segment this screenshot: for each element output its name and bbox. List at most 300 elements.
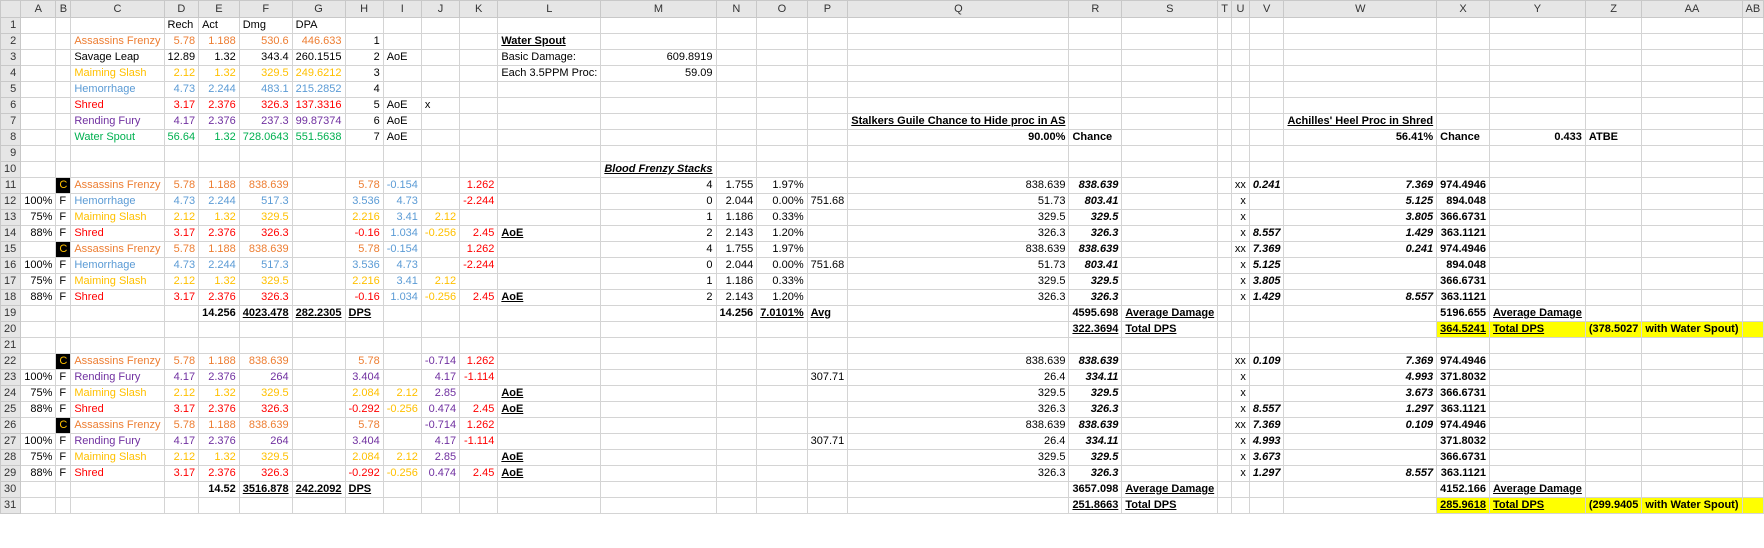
cell-w13[interactable]: 3.805	[1284, 210, 1437, 226]
cell-c2[interactable]: Assassins Frenzy	[71, 34, 164, 50]
cell-l23[interactable]	[498, 370, 601, 386]
cell-c25[interactable]: Shred	[71, 402, 164, 418]
cell-aa11[interactable]	[1642, 178, 1742, 194]
cell-h2[interactable]: 1	[345, 34, 383, 50]
cell-a23[interactable]: 100%	[21, 370, 56, 386]
cell-m21[interactable]	[601, 338, 716, 354]
cell-l1[interactable]	[498, 18, 601, 34]
cell-q10[interactable]	[848, 162, 1069, 178]
cell-o25[interactable]	[757, 402, 807, 418]
cell-m28[interactable]	[601, 450, 716, 466]
cell-c24[interactable]: Maiming Slash	[71, 386, 164, 402]
cell-h17[interactable]: 2.216	[345, 274, 383, 290]
cell-v17[interactable]: 3.805	[1249, 274, 1284, 290]
cell-x25[interactable]: 363.1121	[1437, 402, 1490, 418]
cell-f16[interactable]: 517.3	[239, 258, 292, 274]
cell-o30[interactable]	[757, 482, 807, 498]
cell-b20[interactable]	[56, 322, 71, 338]
row-header-22[interactable]: 22	[1, 354, 21, 370]
cell-y27[interactable]	[1490, 434, 1586, 450]
cell-r18[interactable]: 326.3	[1069, 290, 1122, 306]
cell-f27[interactable]: 264	[239, 434, 292, 450]
cell-c16[interactable]: Hemorrhage	[71, 258, 164, 274]
cell-j17[interactable]: 2.12	[421, 274, 459, 290]
cell-h31[interactable]	[345, 498, 383, 514]
cell-b15[interactable]: C	[56, 242, 71, 258]
cell-b6[interactable]	[56, 98, 71, 114]
cell-p28[interactable]	[807, 450, 848, 466]
cell-z4[interactable]	[1585, 66, 1642, 82]
cell-n18[interactable]: 2.143	[716, 290, 757, 306]
cell-u5[interactable]	[1231, 82, 1249, 98]
cell-q30[interactable]	[848, 482, 1069, 498]
cell-z17[interactable]	[1585, 274, 1642, 290]
cell-v3[interactable]	[1249, 50, 1284, 66]
cell-c22[interactable]: Assassins Frenzy	[71, 354, 164, 370]
cell-r7[interactable]	[1069, 114, 1122, 130]
cell-d4[interactable]: 2.12	[164, 66, 199, 82]
cell-n2[interactable]	[716, 34, 757, 50]
column-header-t[interactable]: T	[1218, 1, 1232, 18]
cell-h25[interactable]: -0.292	[345, 402, 383, 418]
cell-e9[interactable]	[199, 146, 240, 162]
cell-f23[interactable]: 264	[239, 370, 292, 386]
cell-d28[interactable]: 2.12	[164, 450, 199, 466]
cell-l31[interactable]	[498, 498, 601, 514]
cell-q15[interactable]: 838.639	[848, 242, 1069, 258]
cell-d24[interactable]: 2.12	[164, 386, 199, 402]
cell-o6[interactable]	[757, 98, 807, 114]
cell-e26[interactable]: 1.188	[199, 418, 240, 434]
cell-i20[interactable]	[383, 322, 421, 338]
cell-ab25[interactable]	[1742, 402, 1764, 418]
cell-u9[interactable]	[1231, 146, 1249, 162]
cell-x1[interactable]	[1437, 18, 1490, 34]
row-header-31[interactable]: 31	[1, 498, 21, 514]
cell-c21[interactable]	[71, 338, 164, 354]
cell-o24[interactable]	[757, 386, 807, 402]
cell-r25[interactable]: 326.3	[1069, 402, 1122, 418]
cell-h23[interactable]: 3.404	[345, 370, 383, 386]
cell-l16[interactable]	[498, 258, 601, 274]
cell-r3[interactable]	[1069, 50, 1122, 66]
cell-e29[interactable]: 2.376	[199, 466, 240, 482]
cell-o28[interactable]	[757, 450, 807, 466]
cell-w1[interactable]	[1284, 18, 1437, 34]
cell-l11[interactable]	[498, 178, 601, 194]
cell-a8[interactable]	[21, 130, 56, 146]
cell-c19[interactable]	[71, 306, 164, 322]
cell-e31[interactable]	[199, 498, 240, 514]
cell-ab20[interactable]	[1742, 322, 1764, 338]
cell-y11[interactable]	[1490, 178, 1586, 194]
cell-h16[interactable]: 3.536	[345, 258, 383, 274]
cell-m9[interactable]	[601, 146, 716, 162]
cell-n6[interactable]	[716, 98, 757, 114]
cell-x10[interactable]	[1437, 162, 1490, 178]
cell-aa4[interactable]	[1642, 66, 1742, 82]
cell-e18[interactable]: 2.376	[199, 290, 240, 306]
cell-t11[interactable]	[1218, 178, 1232, 194]
cell-h24[interactable]: 2.084	[345, 386, 383, 402]
cell-q8[interactable]: 90.00%	[848, 130, 1069, 146]
row-header-30[interactable]: 30	[1, 482, 21, 498]
cell-y31[interactable]: Total DPS	[1490, 498, 1586, 514]
cell-r27[interactable]: 334.11	[1069, 434, 1122, 450]
cell-f21[interactable]	[239, 338, 292, 354]
cell-s28[interactable]	[1122, 450, 1218, 466]
cell-o10[interactable]	[757, 162, 807, 178]
cell-h10[interactable]	[345, 162, 383, 178]
cell-k15[interactable]: 1.262	[460, 242, 498, 258]
cell-b2[interactable]	[56, 34, 71, 50]
cell-p10[interactable]	[807, 162, 848, 178]
cell-x27[interactable]: 371.8032	[1437, 434, 1490, 450]
cell-o20[interactable]	[757, 322, 807, 338]
cell-v18[interactable]: 1.429	[1249, 290, 1284, 306]
cell-r26[interactable]: 838.639	[1069, 418, 1122, 434]
cell-b27[interactable]: F	[56, 434, 71, 450]
cell-v23[interactable]	[1249, 370, 1284, 386]
cell-s17[interactable]	[1122, 274, 1218, 290]
row-header-14[interactable]: 14	[1, 226, 21, 242]
cell-s21[interactable]	[1122, 338, 1218, 354]
cell-q25[interactable]: 326.3	[848, 402, 1069, 418]
cell-u18[interactable]: x	[1231, 290, 1249, 306]
cell-o29[interactable]	[757, 466, 807, 482]
cell-ab23[interactable]	[1742, 370, 1764, 386]
cell-t8[interactable]	[1218, 130, 1232, 146]
cell-aa29[interactable]	[1642, 466, 1742, 482]
cell-aa6[interactable]	[1642, 98, 1742, 114]
cell-f15[interactable]: 838.639	[239, 242, 292, 258]
cell-a13[interactable]: 75%	[21, 210, 56, 226]
cell-a7[interactable]	[21, 114, 56, 130]
cell-d31[interactable]	[164, 498, 199, 514]
cell-s3[interactable]	[1122, 50, 1218, 66]
cell-g12[interactable]	[292, 194, 345, 210]
cell-d16[interactable]: 4.73	[164, 258, 199, 274]
cell-t28[interactable]	[1218, 450, 1232, 466]
cell-n30[interactable]	[716, 482, 757, 498]
cell-k3[interactable]	[460, 50, 498, 66]
cell-w31[interactable]	[1284, 498, 1437, 514]
cell-t22[interactable]	[1218, 354, 1232, 370]
cell-i19[interactable]	[383, 306, 421, 322]
cell-ab8[interactable]	[1742, 130, 1764, 146]
cell-l9[interactable]	[498, 146, 601, 162]
cell-aa30[interactable]	[1642, 482, 1742, 498]
cell-z1[interactable]	[1585, 18, 1642, 34]
cell-g15[interactable]	[292, 242, 345, 258]
cell-ab18[interactable]	[1742, 290, 1764, 306]
cell-l5[interactable]	[498, 82, 601, 98]
cell-t6[interactable]	[1218, 98, 1232, 114]
cell-m1[interactable]	[601, 18, 716, 34]
cell-h3[interactable]: 2	[345, 50, 383, 66]
cell-f8[interactable]: 728.0643	[239, 130, 292, 146]
cell-d3[interactable]: 12.89	[164, 50, 199, 66]
cell-a14[interactable]: 88%	[21, 226, 56, 242]
cell-r16[interactable]: 803.41	[1069, 258, 1122, 274]
cell-b13[interactable]: F	[56, 210, 71, 226]
cell-e13[interactable]: 1.32	[199, 210, 240, 226]
cell-y5[interactable]	[1490, 82, 1586, 98]
cell-k12[interactable]: -2.244	[460, 194, 498, 210]
cell-i12[interactable]: 4.73	[383, 194, 421, 210]
cell-u1[interactable]	[1231, 18, 1249, 34]
cell-g31[interactable]	[292, 498, 345, 514]
cell-ab16[interactable]	[1742, 258, 1764, 274]
cell-c29[interactable]: Shred	[71, 466, 164, 482]
cell-d30[interactable]	[164, 482, 199, 498]
cell-c7[interactable]: Rending Fury	[71, 114, 164, 130]
cell-f31[interactable]	[239, 498, 292, 514]
cell-aa15[interactable]	[1642, 242, 1742, 258]
cell-aa3[interactable]	[1642, 50, 1742, 66]
cell-u15[interactable]: xx	[1231, 242, 1249, 258]
cell-b5[interactable]	[56, 82, 71, 98]
cell-z20[interactable]: (378.5027	[1585, 322, 1642, 338]
cell-l27[interactable]	[498, 434, 601, 450]
cell-v8[interactable]	[1249, 130, 1284, 146]
cell-g29[interactable]	[292, 466, 345, 482]
cell-j9[interactable]	[421, 146, 459, 162]
cell-o4[interactable]	[757, 66, 807, 82]
cell-l15[interactable]	[498, 242, 601, 258]
cell-f5[interactable]: 483.1	[239, 82, 292, 98]
cell-x4[interactable]	[1437, 66, 1490, 82]
cell-a1[interactable]	[21, 18, 56, 34]
cell-s16[interactable]	[1122, 258, 1218, 274]
column-header-z[interactable]: Z	[1585, 1, 1642, 18]
cell-q27[interactable]: 26.4	[848, 434, 1069, 450]
cell-t24[interactable]	[1218, 386, 1232, 402]
cell-h12[interactable]: 3.536	[345, 194, 383, 210]
cell-s22[interactable]	[1122, 354, 1218, 370]
cell-u4[interactable]	[1231, 66, 1249, 82]
cell-f14[interactable]: 326.3	[239, 226, 292, 242]
cell-u12[interactable]: x	[1231, 194, 1249, 210]
cell-d12[interactable]: 4.73	[164, 194, 199, 210]
cell-j4[interactable]	[421, 66, 459, 82]
cell-k6[interactable]	[460, 98, 498, 114]
cell-z24[interactable]	[1585, 386, 1642, 402]
cell-c11[interactable]: Assassins Frenzy	[71, 178, 164, 194]
cell-q20[interactable]	[848, 322, 1069, 338]
cell-v13[interactable]	[1249, 210, 1284, 226]
cell-i15[interactable]: -0.154	[383, 242, 421, 258]
cell-t1[interactable]	[1218, 18, 1232, 34]
cell-h27[interactable]: 3.404	[345, 434, 383, 450]
cell-w11[interactable]: 7.369	[1284, 178, 1437, 194]
cell-j23[interactable]: 4.17	[421, 370, 459, 386]
cell-x29[interactable]: 363.1121	[1437, 466, 1490, 482]
cell-w24[interactable]: 3.673	[1284, 386, 1437, 402]
cell-g3[interactable]: 260.1515	[292, 50, 345, 66]
column-header-b[interactable]: B	[56, 1, 71, 18]
cell-c3[interactable]: Savage Leap	[71, 50, 164, 66]
cell-c9[interactable]	[71, 146, 164, 162]
cell-o5[interactable]	[757, 82, 807, 98]
cell-r4[interactable]	[1069, 66, 1122, 82]
cell-d11[interactable]: 5.78	[164, 178, 199, 194]
cell-y26[interactable]	[1490, 418, 1586, 434]
cell-v1[interactable]	[1249, 18, 1284, 34]
row-header-24[interactable]: 24	[1, 386, 21, 402]
cell-y20[interactable]: Total DPS	[1490, 322, 1586, 338]
cell-f1[interactable]: Dmg	[239, 18, 292, 34]
cell-r29[interactable]: 326.3	[1069, 466, 1122, 482]
cell-o19[interactable]: 7.0101%	[757, 306, 807, 322]
cell-g9[interactable]	[292, 146, 345, 162]
row-header-27[interactable]: 27	[1, 434, 21, 450]
cell-z30[interactable]	[1585, 482, 1642, 498]
select-all-corner[interactable]	[1, 1, 21, 18]
cell-t21[interactable]	[1218, 338, 1232, 354]
row-header-21[interactable]: 21	[1, 338, 21, 354]
cell-w27[interactable]	[1284, 434, 1437, 450]
cell-a5[interactable]	[21, 82, 56, 98]
cell-u14[interactable]: x	[1231, 226, 1249, 242]
cell-i4[interactable]	[383, 66, 421, 82]
cell-a21[interactable]	[21, 338, 56, 354]
cell-g10[interactable]	[292, 162, 345, 178]
cell-s9[interactable]	[1122, 146, 1218, 162]
cell-p29[interactable]	[807, 466, 848, 482]
cell-n16[interactable]: 2.044	[716, 258, 757, 274]
cell-g8[interactable]: 551.5638	[292, 130, 345, 146]
cell-r5[interactable]	[1069, 82, 1122, 98]
cell-u28[interactable]: x	[1231, 450, 1249, 466]
cell-q22[interactable]: 838.639	[848, 354, 1069, 370]
cell-v24[interactable]	[1249, 386, 1284, 402]
cell-i31[interactable]	[383, 498, 421, 514]
cell-p30[interactable]	[807, 482, 848, 498]
cell-c14[interactable]: Shred	[71, 226, 164, 242]
cell-e25[interactable]: 2.376	[199, 402, 240, 418]
cell-x11[interactable]: 974.4946	[1437, 178, 1490, 194]
cell-s25[interactable]	[1122, 402, 1218, 418]
cell-t7[interactable]	[1218, 114, 1232, 130]
row-header-9[interactable]: 9	[1, 146, 21, 162]
cell-j13[interactable]: 2.12	[421, 210, 459, 226]
cell-d10[interactable]	[164, 162, 199, 178]
cell-z19[interactable]	[1585, 306, 1642, 322]
cell-ab22[interactable]	[1742, 354, 1764, 370]
cell-u16[interactable]: x	[1231, 258, 1249, 274]
cell-a28[interactable]: 75%	[21, 450, 56, 466]
cell-i21[interactable]	[383, 338, 421, 354]
cell-l8[interactable]	[498, 130, 601, 146]
cell-q11[interactable]: 838.639	[848, 178, 1069, 194]
cell-u21[interactable]	[1231, 338, 1249, 354]
cell-q29[interactable]: 326.3	[848, 466, 1069, 482]
cell-i2[interactable]	[383, 34, 421, 50]
cell-l26[interactable]	[498, 418, 601, 434]
cell-z28[interactable]	[1585, 450, 1642, 466]
cell-i5[interactable]	[383, 82, 421, 98]
cell-i9[interactable]	[383, 146, 421, 162]
cell-c23[interactable]: Rending Fury	[71, 370, 164, 386]
cell-o11[interactable]: 1.97%	[757, 178, 807, 194]
cell-v11[interactable]: 0.241	[1249, 178, 1284, 194]
cell-k31[interactable]	[460, 498, 498, 514]
cell-p14[interactable]	[807, 226, 848, 242]
cell-ab6[interactable]	[1742, 98, 1764, 114]
cell-r2[interactable]	[1069, 34, 1122, 50]
cell-c5[interactable]: Hemorrhage	[71, 82, 164, 98]
cell-v20[interactable]	[1249, 322, 1284, 338]
cell-x19[interactable]: 5196.655	[1437, 306, 1490, 322]
cell-ab27[interactable]	[1742, 434, 1764, 450]
cell-g28[interactable]	[292, 450, 345, 466]
column-header-u[interactable]: U	[1231, 1, 1249, 18]
cell-ab30[interactable]	[1742, 482, 1764, 498]
cell-x31[interactable]: 285.9618	[1437, 498, 1490, 514]
column-header-q[interactable]: Q	[848, 1, 1069, 18]
cell-u6[interactable]	[1231, 98, 1249, 114]
cell-s18[interactable]	[1122, 290, 1218, 306]
cell-n7[interactable]	[716, 114, 757, 130]
cell-u7[interactable]	[1231, 114, 1249, 130]
cell-i8[interactable]: AoE	[383, 130, 421, 146]
cell-x22[interactable]: 974.4946	[1437, 354, 1490, 370]
cell-d13[interactable]: 2.12	[164, 210, 199, 226]
cell-e10[interactable]	[199, 162, 240, 178]
cell-y28[interactable]	[1490, 450, 1586, 466]
cell-y10[interactable]	[1490, 162, 1586, 178]
cell-m29[interactable]	[601, 466, 716, 482]
cell-m2[interactable]	[601, 34, 716, 50]
cell-b19[interactable]	[56, 306, 71, 322]
cell-m18[interactable]: 2	[601, 290, 716, 306]
cell-p12[interactable]: 751.68	[807, 194, 848, 210]
cell-f25[interactable]: 326.3	[239, 402, 292, 418]
cell-f12[interactable]: 517.3	[239, 194, 292, 210]
cell-h28[interactable]: 2.084	[345, 450, 383, 466]
cell-w26[interactable]: 0.109	[1284, 418, 1437, 434]
cell-x17[interactable]: 366.6731	[1437, 274, 1490, 290]
cell-l13[interactable]	[498, 210, 601, 226]
cell-ab9[interactable]	[1742, 146, 1764, 162]
cell-n26[interactable]	[716, 418, 757, 434]
cell-d7[interactable]: 4.17	[164, 114, 199, 130]
cell-y17[interactable]	[1490, 274, 1586, 290]
row-header-17[interactable]: 17	[1, 274, 21, 290]
cell-v30[interactable]	[1249, 482, 1284, 498]
cell-g1[interactable]: DPA	[292, 18, 345, 34]
cell-v4[interactable]	[1249, 66, 1284, 82]
cell-n9[interactable]	[716, 146, 757, 162]
cell-b23[interactable]: F	[56, 370, 71, 386]
cell-y29[interactable]	[1490, 466, 1586, 482]
cell-e21[interactable]	[199, 338, 240, 354]
cell-y12[interactable]	[1490, 194, 1586, 210]
cell-c6[interactable]: Shred	[71, 98, 164, 114]
row-header-28[interactable]: 28	[1, 450, 21, 466]
cell-n4[interactable]	[716, 66, 757, 82]
cell-r15[interactable]: 838.639	[1069, 242, 1122, 258]
cell-q26[interactable]: 838.639	[848, 418, 1069, 434]
cell-i16[interactable]: 4.73	[383, 258, 421, 274]
cell-k27[interactable]: -1.114	[460, 434, 498, 450]
cell-q9[interactable]	[848, 146, 1069, 162]
cell-w22[interactable]: 7.369	[1284, 354, 1437, 370]
cell-k29[interactable]: 2.45	[460, 466, 498, 482]
cell-f28[interactable]: 329.5	[239, 450, 292, 466]
cell-aa5[interactable]	[1642, 82, 1742, 98]
